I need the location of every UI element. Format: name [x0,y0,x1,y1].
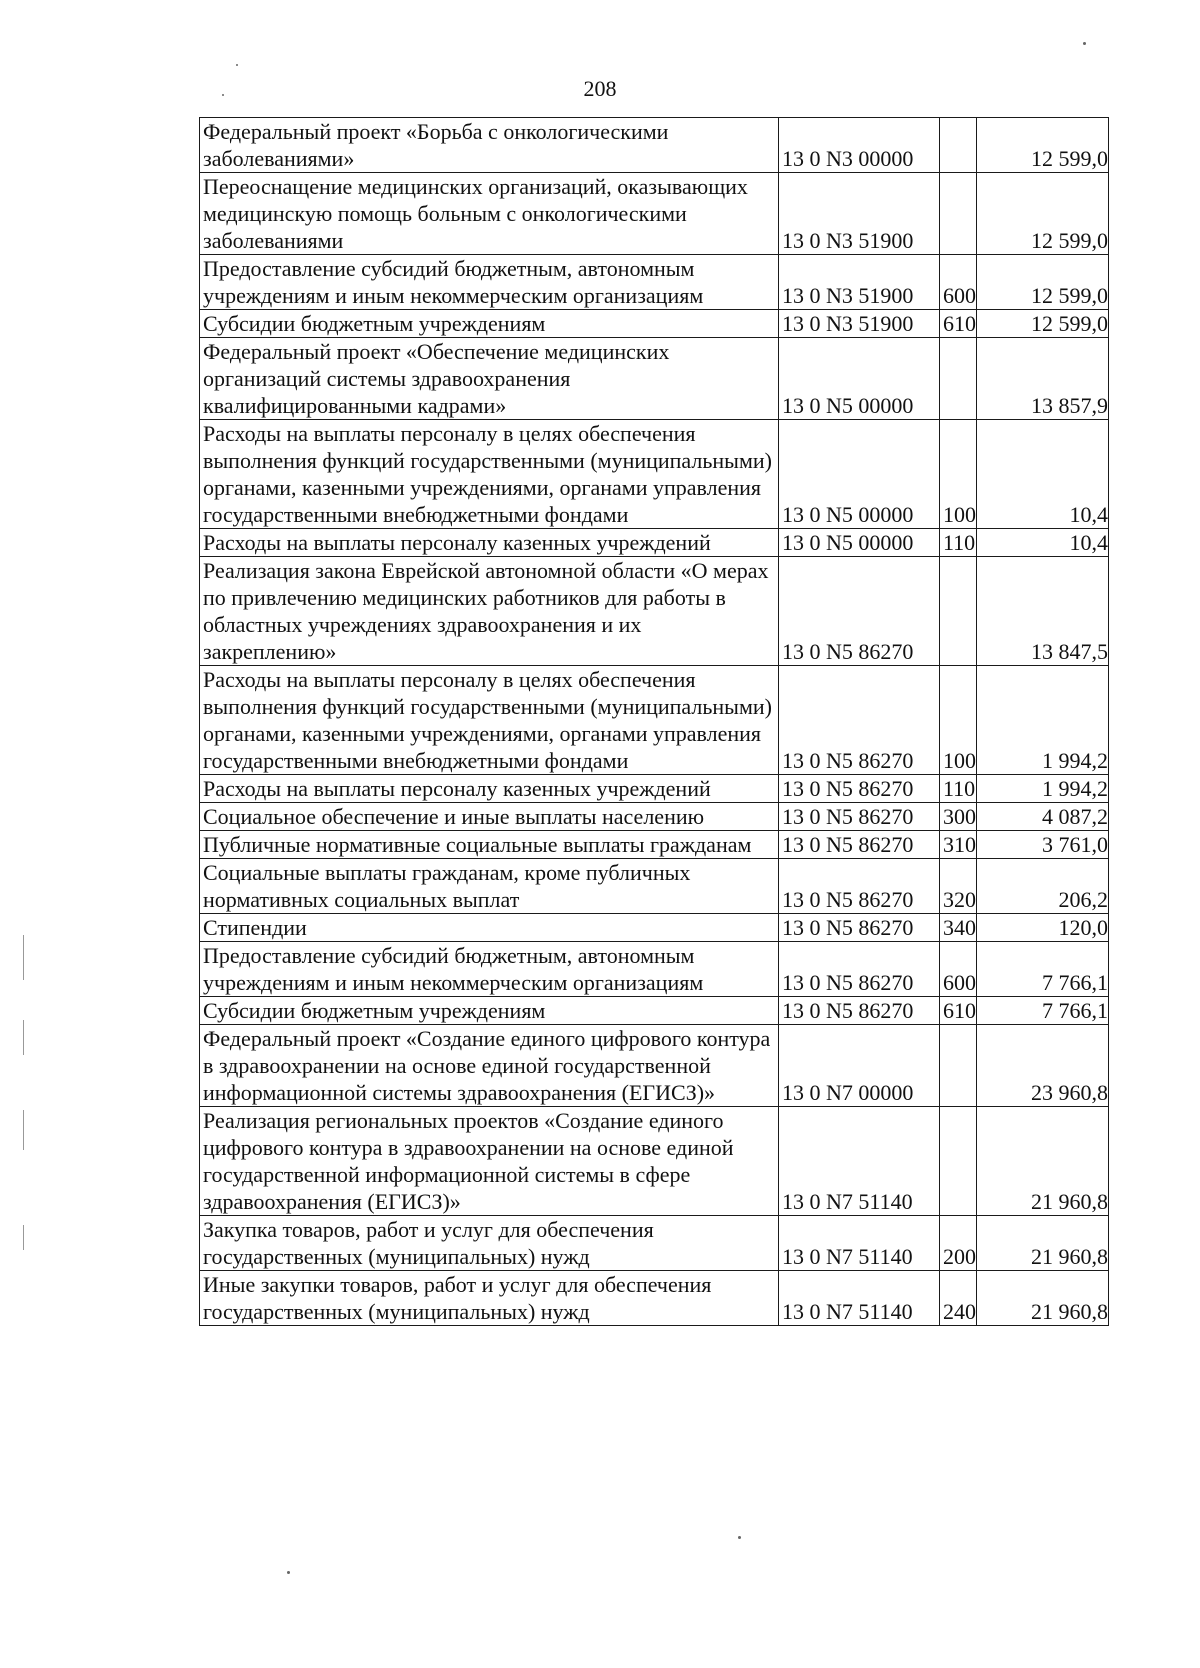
row-kind [940,1107,977,1216]
row-name: Иные закупки товаров, работ и услуг для обеспечения государственных (муниципальных) нужд [200,1271,779,1326]
row-name: Социальные выплаты гражданам, кроме публичных нормативных социальных выплат [200,859,779,914]
scan-margin-line [23,1225,24,1250]
row-kind [940,1025,977,1107]
table-row [200,775,1109,803]
row-sum: 12 599,0 [977,310,1109,338]
budget-table [199,117,1109,1326]
table-row [200,1025,1109,1107]
row-code: 13 0 N5 86270 [779,666,940,775]
scan-margin-line [23,935,24,980]
scan-speck [236,64,238,66]
row-code: 13 0 N5 86270 [779,831,940,859]
row-kind: 610 [940,997,977,1025]
scan-speck [738,1536,741,1539]
row-name: Субсидии бюджетным учреждениям [200,997,779,1025]
row-kind: 240 [940,1271,977,1326]
row-sum: 4 087,2 [977,803,1109,831]
row-sum: 12 599,0 [977,173,1109,255]
row-sum: 120,0 [977,914,1109,942]
scan-speck [222,94,224,96]
row-sum: 1 994,2 [977,666,1109,775]
row-sum: 13 857,9 [977,338,1109,420]
row-name: Реализация закона Еврейской автономной области «О мерах по привлечению медицинских работников для работы в областных учреждениях здравоохранения и их закреплению» [200,557,779,666]
table-row [200,942,1109,997]
row-code: 13 0 N3 51900 [779,310,940,338]
row-kind [940,557,977,666]
row-kind: 600 [940,942,977,997]
row-sum: 7 766,1 [977,942,1109,997]
row-name: Субсидии бюджетным учреждениям [200,310,779,338]
row-code: 13 0 N7 51140 [779,1271,940,1326]
row-sum: 23 960,8 [977,1025,1109,1107]
row-code: 13 0 N3 51900 [779,255,940,310]
table-row [200,310,1109,338]
row-code: 13 0 N5 86270 [779,803,940,831]
row-sum: 12 599,0 [977,255,1109,310]
row-name: Федеральный проект «Создание единого цифрового контура в здравоохранении на основе единой государственной информационной системы здравоохранения (ЕГИСЗ)» [200,1025,779,1107]
row-name: Расходы на выплаты персоналу в целях обеспечения выполнения функций государственными (муниципальными) органами, казенными учреждениями, органами управления государственными внебюджетными фондами [200,420,779,529]
scan-speck [1083,42,1086,45]
table-row [200,338,1109,420]
row-kind: 300 [940,803,977,831]
row-kind [940,338,977,420]
row-kind: 610 [940,310,977,338]
table-row [200,557,1109,666]
row-sum: 1 994,2 [977,775,1109,803]
table-row [200,831,1109,859]
scan-speck [287,1571,290,1574]
row-sum: 21 960,8 [977,1107,1109,1216]
row-sum: 13 847,5 [977,557,1109,666]
table-row [200,859,1109,914]
row-sum: 21 960,8 [977,1271,1109,1326]
table-row [200,914,1109,942]
row-code: 13 0 N3 00000 [779,118,940,173]
table-row [200,666,1109,775]
row-name: Федеральный проект «Обеспечение медицинских организаций системы здравоохранения квалифицированными кадрами» [200,338,779,420]
row-name: Предоставление субсидий бюджетным, автономным учреждениям и иным некоммерческим организациям [200,255,779,310]
row-code: 13 0 N5 00000 [779,420,940,529]
row-code: 13 0 N5 86270 [779,997,940,1025]
scan-margin-line [23,1110,24,1150]
row-code: 13 0 N7 00000 [779,1025,940,1107]
row-code: 13 0 N5 00000 [779,529,940,557]
row-sum: 206,2 [977,859,1109,914]
row-sum: 12 599,0 [977,118,1109,173]
row-code: 13 0 N3 51900 [779,173,940,255]
table-row [200,1107,1109,1216]
row-kind: 340 [940,914,977,942]
row-name: Расходы на выплаты персоналу в целях обеспечения выполнения функций государственными (муниципальными) органами, казенными учреждениями, органами управления государственными внебюджетными фондами [200,666,779,775]
table-row [200,420,1109,529]
row-name: Стипендии [200,914,779,942]
row-kind: 110 [940,529,977,557]
row-name: Реализация региональных проектов «Создание единого цифрового контура в здравоохранении на основе единой государственной информационной системы в сфере здравоохранения (ЕГИСЗ)» [200,1107,779,1216]
row-code: 13 0 N5 86270 [779,914,940,942]
row-name: Предоставление субсидий бюджетным, автономным учреждениям и иным некоммерческим организациям [200,942,779,997]
table-row [200,1271,1109,1326]
scan-margin-line [23,1020,24,1055]
row-name: Социальное обеспечение и иные выплаты населению [200,803,779,831]
row-code: 13 0 N5 86270 [779,942,940,997]
row-code: 13 0 N5 86270 [779,557,940,666]
table-row [200,1216,1109,1271]
row-name: Публичные нормативные социальные выплаты гражданам [200,831,779,859]
row-kind: 310 [940,831,977,859]
row-name: Расходы на выплаты персоналу казенных учреждений [200,775,779,803]
row-kind: 100 [940,666,977,775]
row-kind [940,173,977,255]
row-sum: 10,4 [977,529,1109,557]
row-code: 13 0 N7 51140 [779,1107,940,1216]
table-row [200,803,1109,831]
row-sum: 10,4 [977,420,1109,529]
row-kind: 110 [940,775,977,803]
row-sum: 7 766,1 [977,997,1109,1025]
table-row [200,255,1109,310]
row-name: Закупка товаров, работ и услуг для обеспечения государственных (муниципальных) нужд [200,1216,779,1271]
table-row [200,529,1109,557]
row-code: 13 0 N5 86270 [779,859,940,914]
table-row [200,997,1109,1025]
row-kind: 100 [940,420,977,529]
row-code: 13 0 N5 86270 [779,775,940,803]
row-name: Федеральный проект «Борьба с онкологическими заболеваниями» [200,118,779,173]
row-sum: 3 761,0 [977,831,1109,859]
table-row [200,173,1109,255]
row-code: 13 0 N5 00000 [779,338,940,420]
row-kind [940,118,977,173]
page-number: 208 [583,76,617,101]
row-sum: 21 960,8 [977,1216,1109,1271]
row-kind: 320 [940,859,977,914]
row-kind: 200 [940,1216,977,1271]
row-name: Расходы на выплаты персоналу казенных учреждений [200,529,779,557]
table-row [200,118,1109,173]
row-code: 13 0 N7 51140 [779,1216,940,1271]
row-kind: 600 [940,255,977,310]
row-name: Переоснащение медицинских организаций, оказывающих медицинскую помощь больным с онкологическими заболеваниями [200,173,779,255]
